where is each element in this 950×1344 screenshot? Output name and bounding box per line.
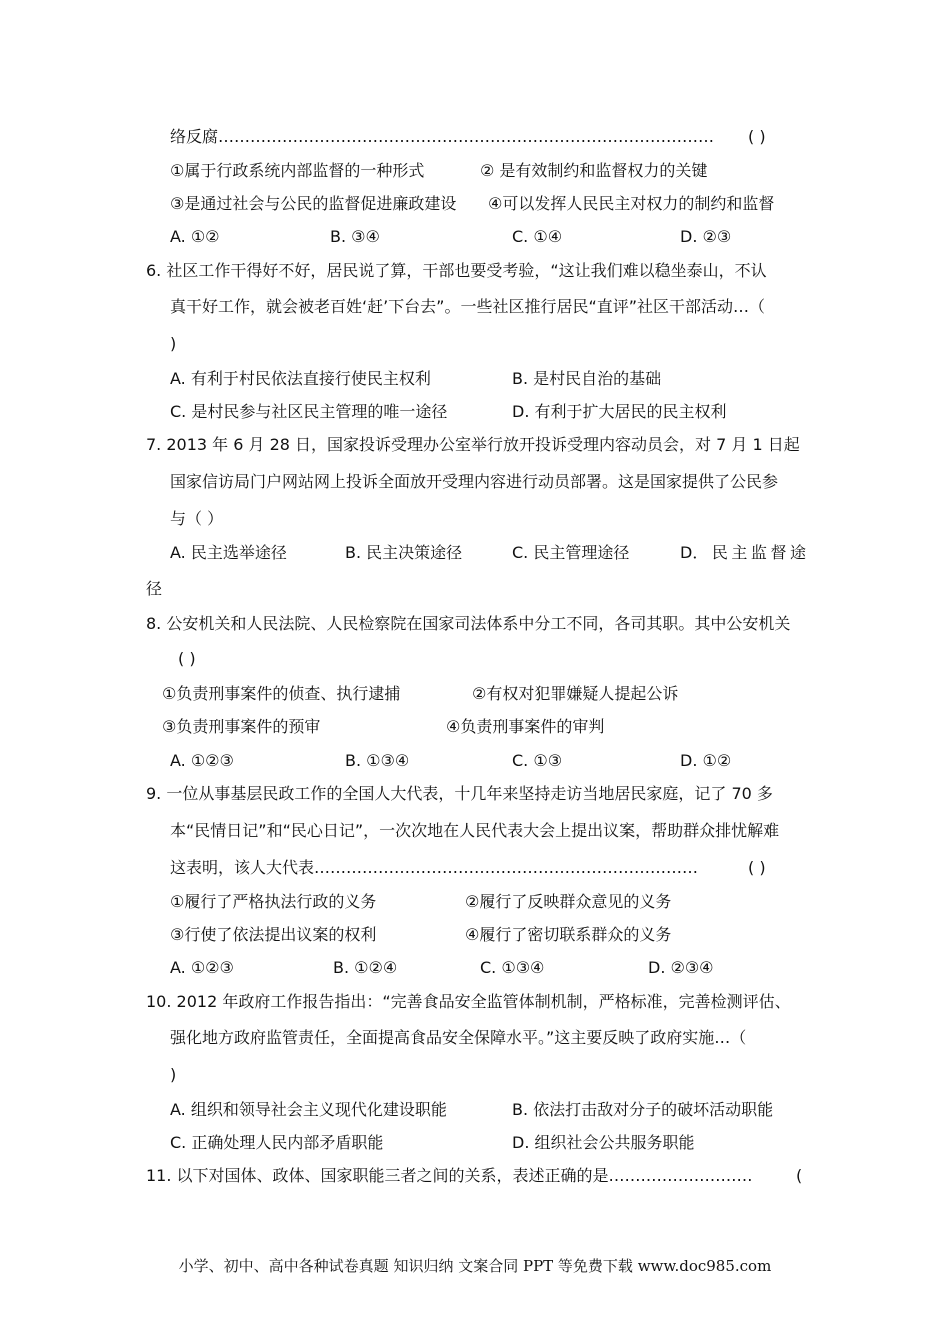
q7-choice-d-part: D． xyxy=(680,543,709,562)
q8-stem-line-1: 8. 公安机关和人民法院、人民检察院在国家司法体系中分工不同，各司其职。其中公安机关 xyxy=(146,614,791,633)
q9-option-4: ④履行了密切联系群众的义务 xyxy=(465,925,672,944)
q10-choice-c: C. 正确处理人民内部矛盾职能 xyxy=(170,1133,384,1152)
q5-choice-a: A. ①② xyxy=(170,227,220,246)
q6-stem-line-2: 真干好工作，就会被老百姓‘赶’下台去”。一些社区推行居民“直评”社区干部活动…（ xyxy=(170,297,766,316)
q10-stem-line-2: 强化地方政府监管责任，全面提高食品安全保障水平。”这主要反映了政府实施…（ xyxy=(170,1028,747,1047)
q9-choice-c: C. ①③④ xyxy=(480,958,545,977)
q9-choice-b: B. ①②④ xyxy=(333,958,398,977)
q8-choice-a: A. ①②③ xyxy=(170,751,234,770)
q8-option-4: ④负责刑事案件的审判 xyxy=(446,717,605,736)
q6-stem-line-3: ) xyxy=(170,334,177,353)
q7-choice-c: C. 民主管理途径 xyxy=(512,543,630,562)
q7-choice-d-part: 途 xyxy=(789,543,806,562)
q9-option-3: ③行使了依法提出议案的权利 xyxy=(170,925,377,944)
q7-choice-b: B. 民主决策途径 xyxy=(345,543,463,562)
q6-choice-c: C. 是村民参与社区民主管理的唯一途径 xyxy=(170,402,448,421)
q5-option-3: ③是通过社会与公民的监督促进廉政建设 xyxy=(170,194,457,213)
q7-stem-line-1: 7. 2013 年 6 月 28 日，国家投诉受理办公室举行放开投诉受理内容动员会，对 7 月 1 日起 xyxy=(146,435,800,454)
q5-choice-d: D. ②③ xyxy=(680,227,732,246)
q8-answer-paren: ( ) xyxy=(178,649,196,668)
q7-choice-d-part: 督 xyxy=(770,543,787,562)
q8-choice-c: C. ①③ xyxy=(512,751,563,770)
q11-stem-line-1: 11. 以下对国体、政体、国家职能三者之间的关系，表述正确的是……………………… xyxy=(146,1166,753,1185)
q7-choice-d-wrap: 径 xyxy=(146,579,163,598)
q10-choice-a: A. 组织和领导社会主义现代化建设职能 xyxy=(170,1100,447,1119)
page-footer: 小学、初中、高中各种试卷真题 知识归纳 文案合同 PPT 等免费下载 www.doc985.com xyxy=(178,1257,772,1275)
q9-stem-line-2: 本“民情日记”和“民心日记”，一次次地在人民代表大会上提出议案，帮助群众排忧解难 xyxy=(170,821,780,840)
q5-option-4: ④可以发挥人民民主对权力的制约和监督 xyxy=(488,194,775,213)
q9-stem-line-1: 9. 一位从事基层民政工作的全国人大代表，十几年来坚持走访当地居民家庭，记了 70 多 xyxy=(146,784,773,803)
q8-option-1: ①负责刑事案件的侦查、执行逮捕 xyxy=(162,684,401,703)
q10-stem-line-1: 10. 2012 年政府工作报告指出：“完善食品安全监管体制机制，严格标准，完善检测评估、 xyxy=(146,992,791,1011)
q6-stem-line-1: 6. 社区工作干得好不好，居民说了算，干部也要受考验，“这让我们难以稳坐泰山，不认 xyxy=(146,261,767,280)
q5-option-1: ①属于行政系统内部监督的一种形式 xyxy=(170,161,425,180)
q5-choice-c: C. ①④ xyxy=(512,227,563,246)
q6-choice-a: A. 有利于村民依法直接行使民主权利 xyxy=(170,369,431,388)
q9-option-2: ②履行了反映群众意见的义务 xyxy=(465,892,672,911)
q7-choice-d-part: 监 xyxy=(750,543,767,562)
q5-answer-paren: ( ) xyxy=(748,127,766,146)
q6-choice-b: B. 是村民自治的基础 xyxy=(512,369,662,388)
q10-choice-d: D. 组织社会公共服务职能 xyxy=(512,1133,695,1152)
q7-choice-d-part: 民 xyxy=(711,543,728,562)
q9-option-1: ①履行了严格执法行政的义务 xyxy=(170,892,377,911)
q11-answer-paren-open: ( xyxy=(796,1166,803,1185)
q10-choice-b: B. 依法打击敌对分子的破坏活动职能 xyxy=(512,1100,774,1119)
q7-stem-line-2: 国家信访局门户网站网上投诉全面放开受理内容进行动员部署。这是国家提供了公民参 xyxy=(170,472,779,491)
q7-choice-d xyxy=(680,543,806,563)
q7-choice-a: A. 民主选举途径 xyxy=(170,543,287,562)
q8-choice-d: D. ①② xyxy=(680,751,732,770)
q5-stem-tail: 络反腐………………………………………………………………………………… xyxy=(170,127,715,146)
q10-stem-line-3: ) xyxy=(170,1065,177,1084)
q8-option-2: ②有权对犯罪嫌疑人提起公诉 xyxy=(472,684,679,703)
q8-option-3: ③负责刑事案件的预审 xyxy=(162,717,321,736)
q5-choice-b: B. ③④ xyxy=(330,227,380,246)
q9-answer-paren: ( ) xyxy=(748,858,766,877)
q8-choice-b: B. ①③④ xyxy=(345,751,410,770)
q9-choice-a: A. ①②③ xyxy=(170,958,234,977)
q5-option-2: ② 是有效制约和监督权力的关键 xyxy=(480,161,708,180)
q9-stem-line-3: 这表明，该人大代表……………………………………………………………… xyxy=(170,858,699,877)
q7-stem-line-3: 与（ ） xyxy=(170,509,224,528)
q6-choice-d: D. 有利于扩大居民的民主权利 xyxy=(512,402,727,421)
q7-choice-d-part: 主 xyxy=(731,543,748,562)
q9-choice-d: D. ②③④ xyxy=(648,958,714,977)
